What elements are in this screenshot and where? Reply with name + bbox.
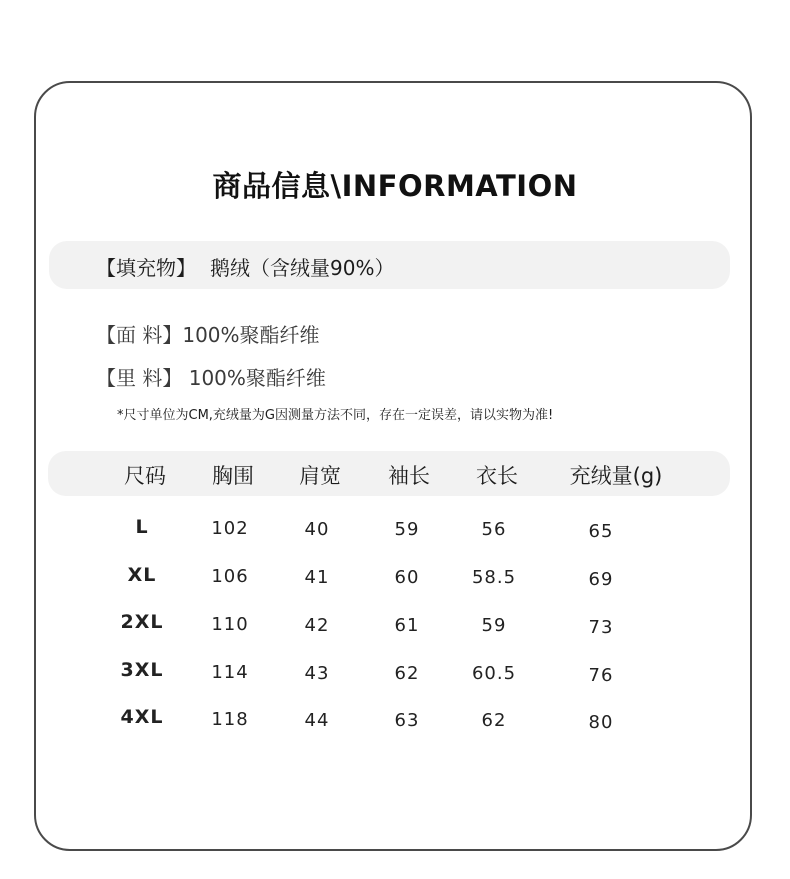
filling-label: 【填充物】	[96, 256, 196, 280]
table-cell-chest: 118	[211, 709, 249, 730]
table-cell-length: 56	[481, 519, 507, 540]
header-sleeve: 袖长	[388, 464, 430, 488]
table-cell-sleeve: 62	[394, 663, 420, 684]
header-size: 尺码	[124, 464, 166, 488]
table-cell-shoulder: 43	[304, 663, 330, 684]
table-cell-chest: 106	[211, 566, 249, 587]
table-cell-chest: 110	[211, 614, 249, 635]
header-down-fill: 充绒量(g)	[569, 464, 663, 488]
table-cell-shoulder: 44	[304, 710, 330, 731]
table-cell-size: 2XL	[120, 611, 164, 633]
table-cell-sleeve: 60	[394, 567, 420, 588]
page-title: 商品信息\INFORMATION	[212, 169, 578, 203]
measurement-note: *尺寸单位为CM,充绒量为G因测量方法不同，存在一定误差，请以实物为准!	[117, 408, 554, 423]
table-cell-size: XL	[127, 564, 157, 586]
table-cell-length: 60.5	[471, 663, 517, 684]
filling-value: 鹅绒（含绒量90%）	[210, 256, 395, 280]
outer-fabric: 【面 料】100%聚酯纤维	[96, 323, 320, 347]
table-cell-shoulder: 41	[304, 567, 330, 588]
table-cell-length: 58.5	[471, 567, 517, 588]
table-cell-chest: 102	[211, 518, 249, 539]
table-cell-down-fill: 69	[588, 569, 614, 590]
table-cell-down-fill: 80	[588, 712, 614, 733]
lining-fabric: 【里 料】 100%聚酯纤维	[96, 366, 326, 390]
table-cell-sleeve: 61	[394, 615, 420, 636]
table-cell-length: 62	[481, 710, 507, 731]
table-cell-size: 3XL	[120, 659, 164, 681]
header-chest: 胸围	[212, 464, 254, 488]
table-cell-sleeve: 63	[394, 710, 420, 731]
table-cell-length: 59	[481, 615, 507, 636]
table-cell-down-fill: 76	[588, 665, 614, 686]
header-shoulder: 肩宽	[299, 464, 341, 488]
table-cell-shoulder: 42	[304, 615, 330, 636]
table-cell-down-fill: 65	[588, 521, 614, 542]
table-cell-chest: 114	[211, 662, 249, 683]
table-cell-down-fill: 73	[588, 617, 614, 638]
header-length: 衣长	[476, 464, 518, 488]
table-cell-shoulder: 40	[304, 519, 330, 540]
table-cell-size: 4XL	[120, 706, 164, 728]
filling-row	[96, 252, 394, 281]
table-cell-sleeve: 59	[394, 519, 420, 540]
table-cell-size: L	[135, 516, 149, 538]
